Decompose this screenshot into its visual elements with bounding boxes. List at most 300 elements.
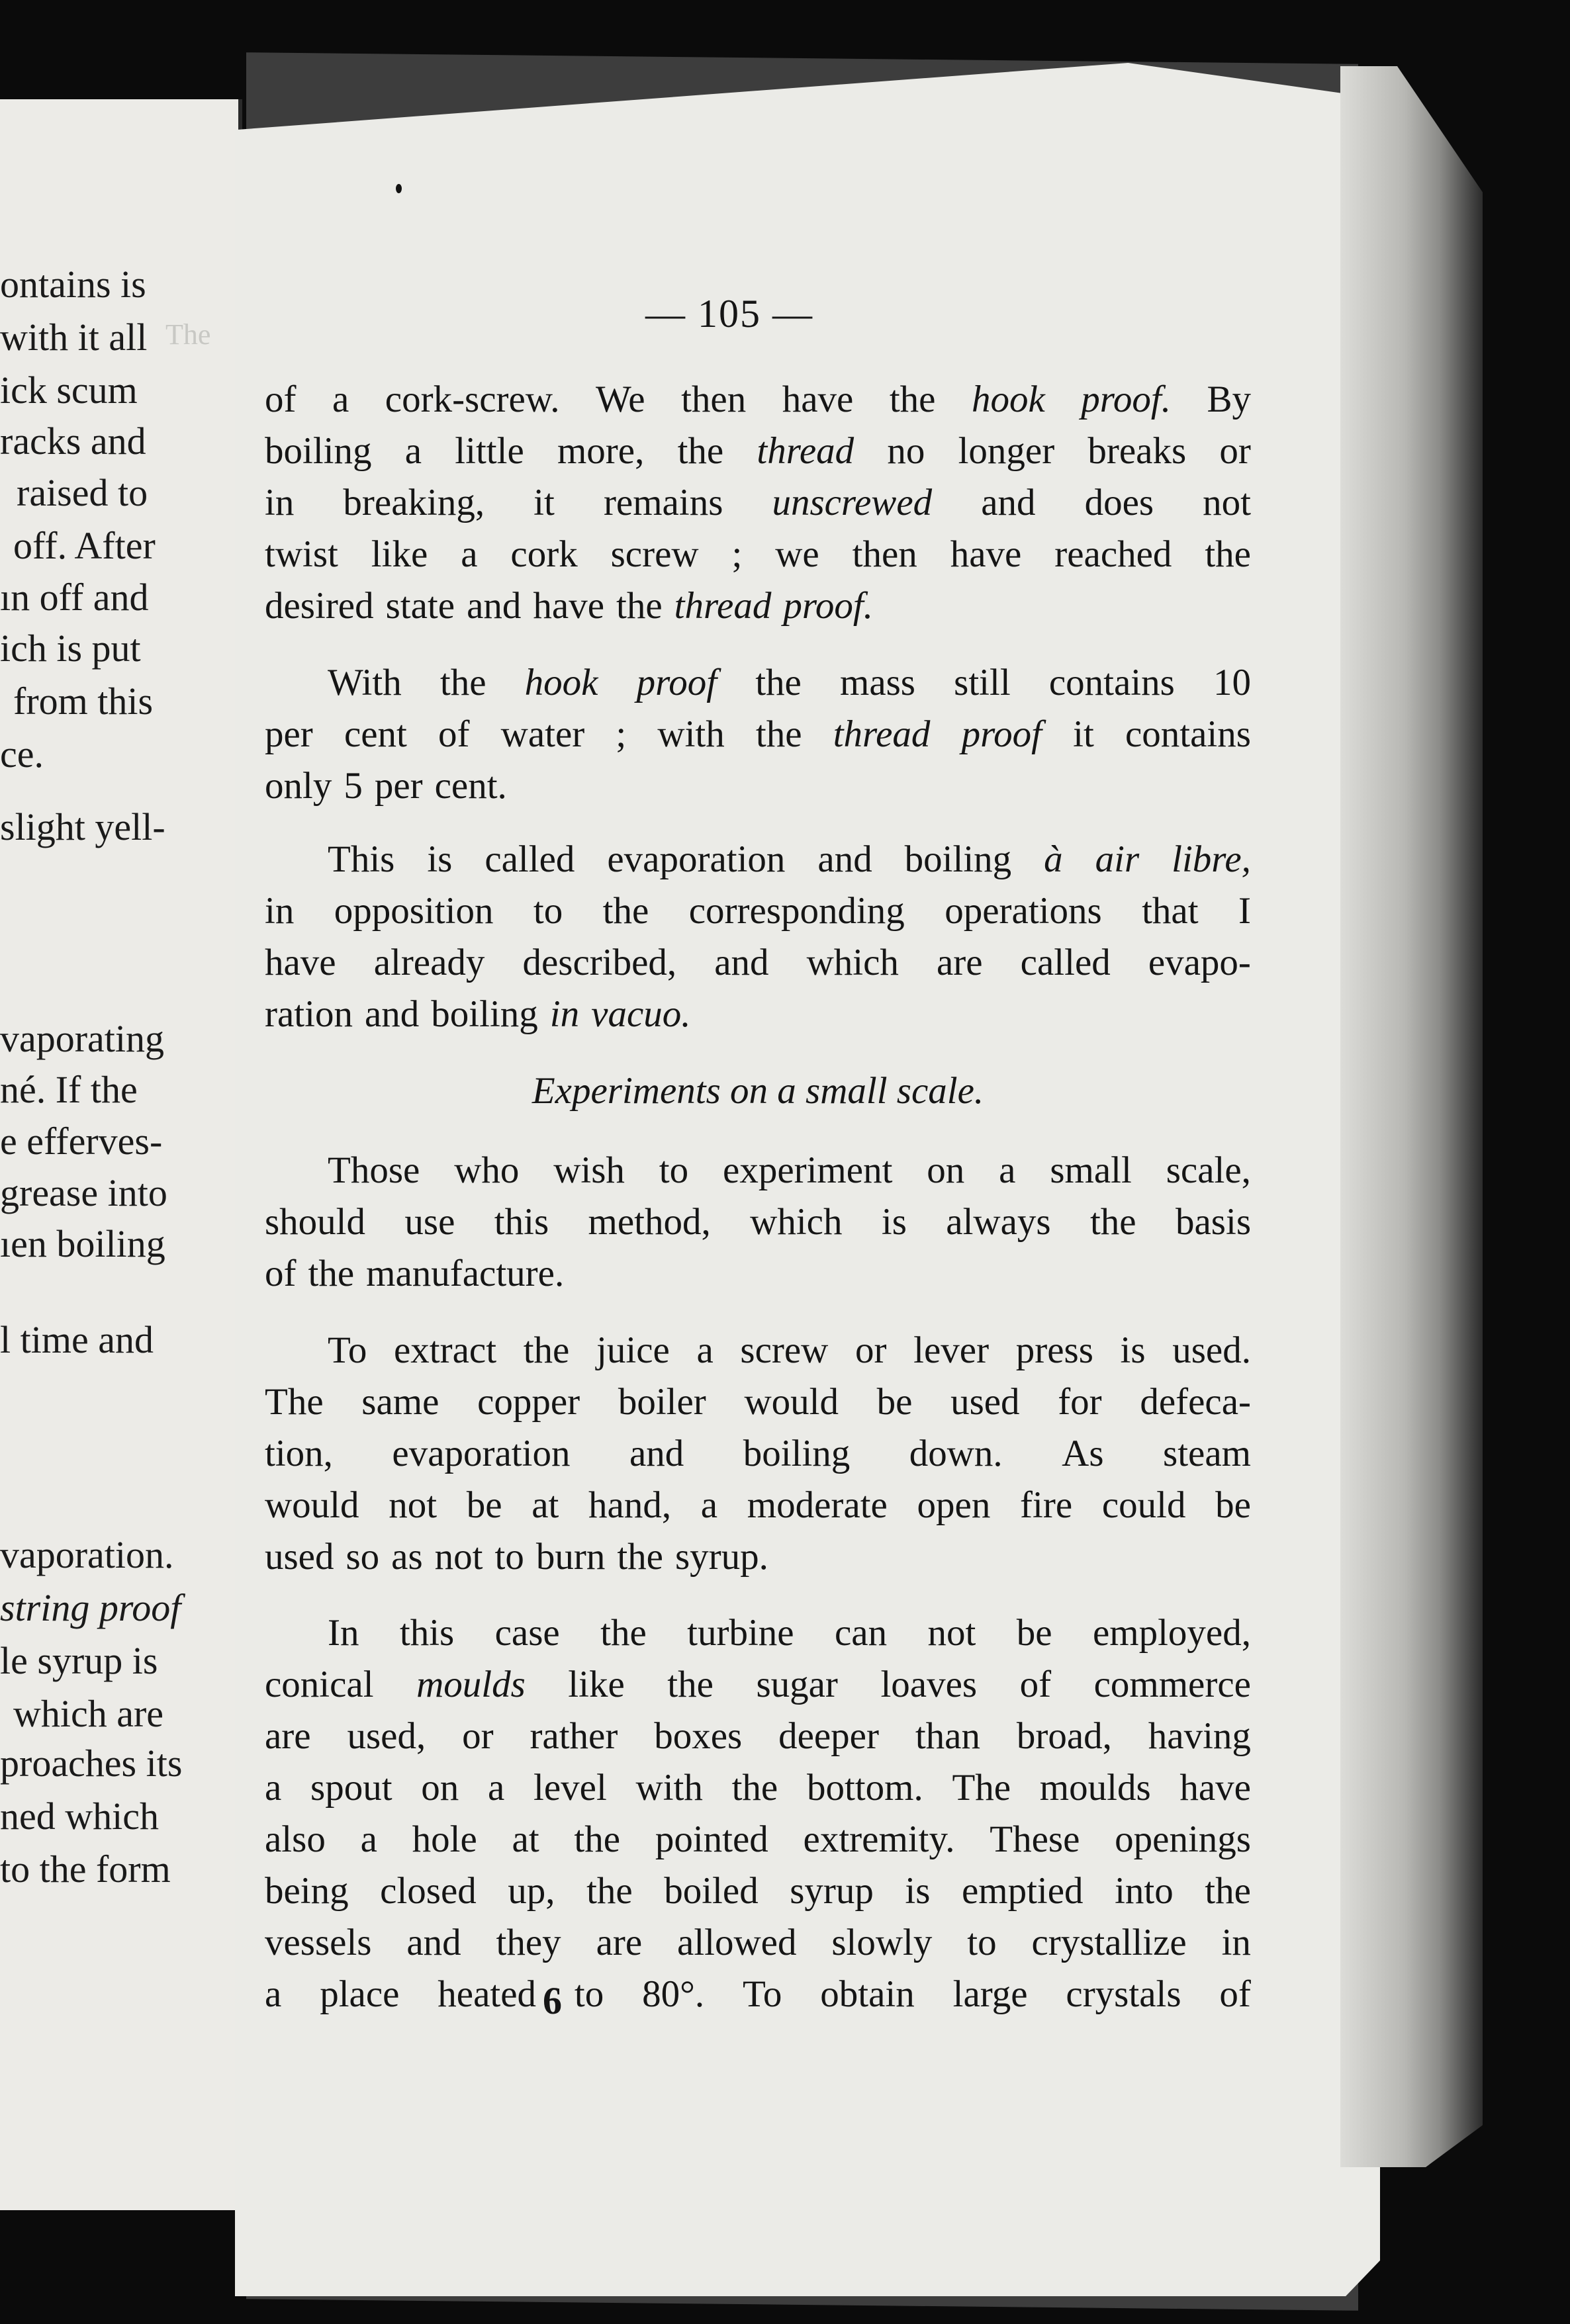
word: are [596, 1922, 643, 1963]
word: used [265, 1536, 334, 1578]
word: Those [328, 1149, 420, 1191]
word: turbine [687, 1612, 794, 1654]
text-line [265, 1969, 1251, 2020]
left-page-line: with it all [0, 316, 148, 359]
word: extract [394, 1329, 497, 1371]
left-page-line: e efferves- [0, 1120, 163, 1163]
word: this [494, 1201, 549, 1243]
word: not [1203, 482, 1251, 523]
word: the [1089, 1201, 1136, 1243]
word: open [917, 1484, 991, 1526]
italic-word: proof [636, 662, 717, 703]
word: up, [508, 1870, 555, 1912]
word: 80°. [642, 1973, 705, 2015]
word: a [696, 1329, 714, 1371]
left-page-line: ın off and [0, 576, 149, 619]
text-line [265, 1248, 1251, 1300]
word: allowed [677, 1922, 797, 1963]
word: heated [438, 1973, 537, 2015]
word: hole [412, 1818, 477, 1860]
italic-word: thread [757, 430, 854, 472]
word: are [937, 942, 983, 983]
word: boiling [743, 1433, 851, 1474]
left-page-line: né. If the [0, 1068, 138, 1111]
word: as [391, 1536, 423, 1578]
word: in [265, 482, 295, 523]
word: openings [1115, 1818, 1251, 1860]
word: moderate [747, 1484, 888, 1526]
word: By [1207, 379, 1251, 420]
word: used. [1172, 1329, 1251, 1371]
word: that [1142, 890, 1199, 932]
italic-word: thread [674, 585, 772, 627]
word: in [1221, 1922, 1251, 1963]
word: the [602, 890, 649, 932]
word: vessels [265, 1922, 372, 1963]
word: at [512, 1818, 539, 1860]
left-facing-page [0, 99, 242, 2210]
text-line [265, 1376, 1251, 1428]
text-line [265, 374, 1251, 425]
text-line [265, 580, 1251, 632]
word: be [466, 1484, 502, 1526]
left-page-line: proaches its [0, 1742, 183, 1785]
word: bottom. [806, 1767, 923, 1809]
word: crystallize [1031, 1922, 1187, 1963]
word: we [775, 533, 819, 575]
word: already [373, 942, 485, 983]
word: place [320, 1973, 400, 2015]
italic-word: hook [524, 662, 598, 703]
word: burn [535, 1536, 606, 1578]
word: to [659, 1149, 689, 1191]
word: mass [839, 662, 915, 703]
word: I [1238, 890, 1251, 932]
word: boiled [664, 1870, 759, 1912]
word: extremity. [803, 1818, 955, 1860]
word: a [265, 1767, 282, 1809]
word: is [905, 1870, 931, 1912]
word: and [467, 585, 522, 627]
word: can [835, 1612, 888, 1654]
text-line [265, 1145, 1251, 1196]
word: evaporation [607, 838, 786, 880]
word: loaves [880, 1664, 978, 1705]
word: spout [310, 1767, 392, 1809]
word: water [500, 713, 585, 755]
text-line [265, 529, 1251, 580]
word: steam [1163, 1433, 1251, 1474]
word: boxes [654, 1715, 743, 1757]
word: boiling [265, 430, 372, 472]
word: syrup [790, 1870, 874, 1912]
word: not [927, 1612, 976, 1654]
word: and [714, 942, 769, 983]
word: to [967, 1922, 997, 1963]
text-line [265, 657, 1251, 709]
word: is [881, 1201, 907, 1243]
italic-word: unscrewed [772, 482, 933, 523]
word: wish [553, 1149, 625, 1191]
word: same [361, 1381, 439, 1423]
word: or [462, 1715, 494, 1757]
word: called [485, 838, 575, 880]
left-page-line: vaporating [0, 1017, 165, 1060]
italic-word: proof [961, 713, 1042, 755]
word: contains [1125, 713, 1251, 755]
word: lever [913, 1329, 990, 1371]
word: be [1215, 1484, 1251, 1526]
text-line [265, 1762, 1251, 1814]
word: the [1205, 533, 1251, 575]
word: on [927, 1149, 965, 1191]
word: is [1120, 1329, 1146, 1371]
word: broad, [1016, 1715, 1112, 1757]
word: The [952, 1767, 1011, 1809]
word: have [265, 942, 336, 983]
left-page-line: which are [13, 1692, 164, 1735]
word: screw [740, 1329, 829, 1371]
word: ration [265, 993, 353, 1035]
text-line [265, 989, 1251, 1040]
word: the [600, 1612, 647, 1654]
word: boiling [431, 993, 538, 1035]
word: of [1219, 1973, 1251, 2015]
section-heading: Experiments on a small scale. [531, 1070, 984, 1112]
word: not [389, 1484, 438, 1526]
word: conical [265, 1664, 374, 1705]
word: evaporation [392, 1433, 571, 1474]
word: commerce [1093, 1664, 1251, 1705]
word: tion, [265, 1433, 333, 1474]
word: defeca- [1140, 1381, 1251, 1423]
word: the [677, 430, 724, 472]
word: the [755, 662, 802, 703]
page-number: — 105 — [645, 292, 813, 335]
text-line [265, 885, 1251, 937]
left-page-line: ce. [0, 733, 44, 776]
word: have [533, 585, 604, 627]
word: method, [588, 1201, 711, 1243]
word: a [265, 1973, 282, 2015]
word: This [328, 838, 395, 880]
word: sugar [756, 1664, 838, 1705]
word: cent [344, 713, 407, 755]
word: of [438, 713, 470, 755]
word: state [385, 585, 455, 627]
left-page-line: off. After [13, 524, 156, 567]
word: a [404, 430, 422, 472]
word: called [1020, 942, 1111, 983]
word: employed, [1092, 1612, 1251, 1654]
left-page-line: vaporation. [0, 1533, 174, 1576]
text-line [265, 1711, 1251, 1762]
left-page-line: ıen boiling [0, 1222, 165, 1265]
italic-word: à [1044, 838, 1063, 880]
word: with [635, 1767, 703, 1809]
word: a [488, 1767, 505, 1809]
word: cork [510, 533, 578, 575]
word: into [1115, 1870, 1174, 1912]
word: the [439, 662, 486, 703]
word: still [954, 662, 1011, 703]
word: hand, [588, 1484, 672, 1526]
word: 10 [1213, 662, 1251, 703]
word: basis [1176, 1201, 1251, 1243]
word: does [1084, 482, 1154, 523]
word: ; [616, 713, 627, 755]
word: remains [603, 482, 723, 523]
word: which [750, 1201, 843, 1243]
left-page-line: grease into [0, 1171, 167, 1214]
word: level [533, 1767, 607, 1809]
left-page-line: ick scum [0, 369, 138, 412]
text-line [265, 1196, 1251, 1248]
word: and [364, 993, 420, 1035]
word: a [700, 1484, 718, 1526]
word: have [782, 379, 854, 420]
word: and [406, 1922, 461, 1963]
word: being [265, 1870, 349, 1912]
word: on [421, 1767, 459, 1809]
word: copper [477, 1381, 580, 1423]
text-line [265, 760, 1251, 812]
word: or [855, 1329, 887, 1371]
word: boiling [904, 838, 1012, 880]
left-page-line: slight yell- [0, 805, 165, 848]
word: cork-screw. [385, 379, 560, 420]
text-line [265, 834, 1251, 885]
italic-word: libre, [1172, 838, 1251, 880]
word: small [1050, 1149, 1132, 1191]
word: be [1016, 1612, 1052, 1654]
text-line [265, 1865, 1251, 1917]
word: the [586, 1870, 633, 1912]
word: or [1219, 430, 1251, 472]
word: the [574, 1818, 621, 1860]
word: longer [958, 430, 1055, 472]
word: would [744, 1381, 839, 1423]
word: described, [522, 942, 677, 983]
word: With [328, 662, 402, 703]
word: have [950, 533, 1022, 575]
word: desired [265, 585, 374, 627]
left-page-line: racks and [0, 420, 146, 463]
word: obtain [820, 1973, 915, 2015]
word: to [494, 1536, 524, 1578]
left-page-line: ontains is [0, 263, 146, 306]
word: also [265, 1818, 326, 1860]
word: pointed [655, 1818, 768, 1860]
word: of [265, 379, 297, 420]
word: corresponding [688, 890, 905, 932]
word: this [399, 1612, 455, 1654]
word: screw [610, 533, 699, 575]
word: be [876, 1381, 913, 1423]
left-page-line: string proof [0, 1586, 181, 1629]
word: no [887, 430, 925, 472]
italic-word: proof. [783, 585, 873, 627]
word: per [265, 713, 313, 755]
word: the [523, 1329, 570, 1371]
word: use [404, 1201, 455, 1243]
word: 5 [344, 765, 363, 807]
word: so [346, 1536, 380, 1578]
word: opposition [334, 890, 494, 932]
left-page-line: ned which [0, 1795, 159, 1838]
word: they [496, 1922, 561, 1963]
left-page-line: le syrup is [0, 1639, 158, 1682]
word: manufacture. [366, 1253, 565, 1294]
word: the [731, 1767, 778, 1809]
word: then [852, 533, 917, 575]
text-line [265, 937, 1251, 989]
word: contains [1048, 662, 1175, 703]
word: the [1205, 1870, 1251, 1912]
word: the [308, 1253, 355, 1294]
ink-speck [396, 184, 402, 193]
word: In [328, 1612, 359, 1654]
text-line [265, 1428, 1251, 1480]
word: would [265, 1484, 359, 1526]
word: than [915, 1715, 980, 1757]
left-page-line: ich is put [0, 627, 141, 670]
word: then [681, 379, 747, 420]
word: breaks [1087, 430, 1187, 472]
word: should [265, 1201, 366, 1243]
word: the [617, 1536, 663, 1578]
word: at [531, 1484, 559, 1526]
word: twist [265, 533, 338, 575]
word: is [427, 838, 453, 880]
word: the [755, 713, 802, 755]
word: slowly [831, 1922, 933, 1963]
word: the [667, 1664, 714, 1705]
word: which [806, 942, 899, 983]
word: scale, [1166, 1149, 1251, 1191]
italic-word: vacuo. [591, 993, 691, 1035]
word: down. [909, 1433, 1003, 1474]
text-line [265, 1659, 1251, 1711]
text-line [265, 1607, 1251, 1659]
word: the [616, 585, 663, 627]
left-page-line: from this [13, 680, 154, 723]
left-page-line: to the form [0, 1848, 171, 1891]
word: who [454, 1149, 520, 1191]
word: of [1019, 1664, 1052, 1705]
italic-word: moulds [416, 1664, 526, 1705]
left-page-line: raised to [17, 471, 148, 514]
text-line [265, 1917, 1251, 1969]
italic-word: air [1095, 838, 1140, 880]
word: reached [1054, 533, 1172, 575]
word: have [1179, 1767, 1251, 1809]
text-line [265, 425, 1251, 477]
italic-word: proof. [1081, 379, 1171, 420]
text-line [265, 1531, 1251, 1583]
word: ; [731, 533, 743, 575]
word: like [371, 533, 428, 575]
text-line [265, 477, 1251, 529]
word: a [461, 533, 478, 575]
word: breaking, [343, 482, 485, 523]
word: These [990, 1818, 1080, 1860]
word: with [657, 713, 725, 755]
signature-mark: 6 [543, 1979, 562, 2022]
word: used [950, 1381, 1020, 1423]
word: in [265, 890, 295, 932]
word: large [952, 1973, 1028, 2015]
word: moulds [1039, 1767, 1151, 1809]
word: evapo- [1148, 942, 1251, 983]
word: to [574, 1973, 604, 2015]
word: To [743, 1973, 782, 2015]
word: like [568, 1664, 625, 1705]
word: closed [380, 1870, 477, 1912]
word: boiler [618, 1381, 706, 1423]
word: per [374, 765, 423, 807]
word: could [1101, 1484, 1186, 1526]
italic-word: thread [833, 713, 931, 755]
page-edge [1340, 66, 1483, 2167]
word: deeper [778, 1715, 879, 1757]
text-line [265, 1325, 1251, 1376]
word: juice [596, 1329, 670, 1371]
word: to [533, 890, 563, 932]
word: The [265, 1381, 324, 1423]
italic-word: hook [971, 379, 1045, 420]
word: it [1073, 713, 1094, 755]
italic-word: in [549, 993, 580, 1035]
word: little [455, 430, 524, 472]
word: case [494, 1612, 560, 1654]
word: emptied [961, 1870, 1084, 1912]
word: and [629, 1433, 684, 1474]
word: We [596, 379, 645, 420]
word: are [265, 1715, 311, 1757]
word: it [533, 482, 555, 523]
word: always [946, 1201, 1051, 1243]
word: and [817, 838, 872, 880]
word: only [265, 765, 332, 807]
word: As [1062, 1433, 1104, 1474]
word: cent. [434, 765, 507, 807]
word: operations [945, 890, 1102, 932]
word: fire [1020, 1484, 1073, 1526]
word: having [1148, 1715, 1251, 1757]
word: a [360, 1818, 377, 1860]
text-line [265, 1480, 1251, 1531]
word: used, [347, 1715, 426, 1757]
word: a [999, 1149, 1016, 1191]
word: the [889, 379, 936, 420]
word: more, [557, 430, 645, 472]
word: rather [530, 1715, 618, 1757]
text-line [265, 1814, 1251, 1865]
word: syrup. [674, 1536, 768, 1578]
word: a [332, 379, 349, 420]
word: not [434, 1536, 483, 1578]
word: of [265, 1253, 297, 1294]
word: for [1058, 1381, 1102, 1423]
word: press [1015, 1329, 1093, 1371]
left-page-line: l time and [0, 1318, 154, 1361]
word: and [981, 482, 1036, 523]
word: crystals [1066, 1973, 1181, 2015]
ghost-show-through-text: The [165, 318, 211, 351]
text-line [265, 709, 1251, 760]
word: experiment [723, 1149, 893, 1191]
